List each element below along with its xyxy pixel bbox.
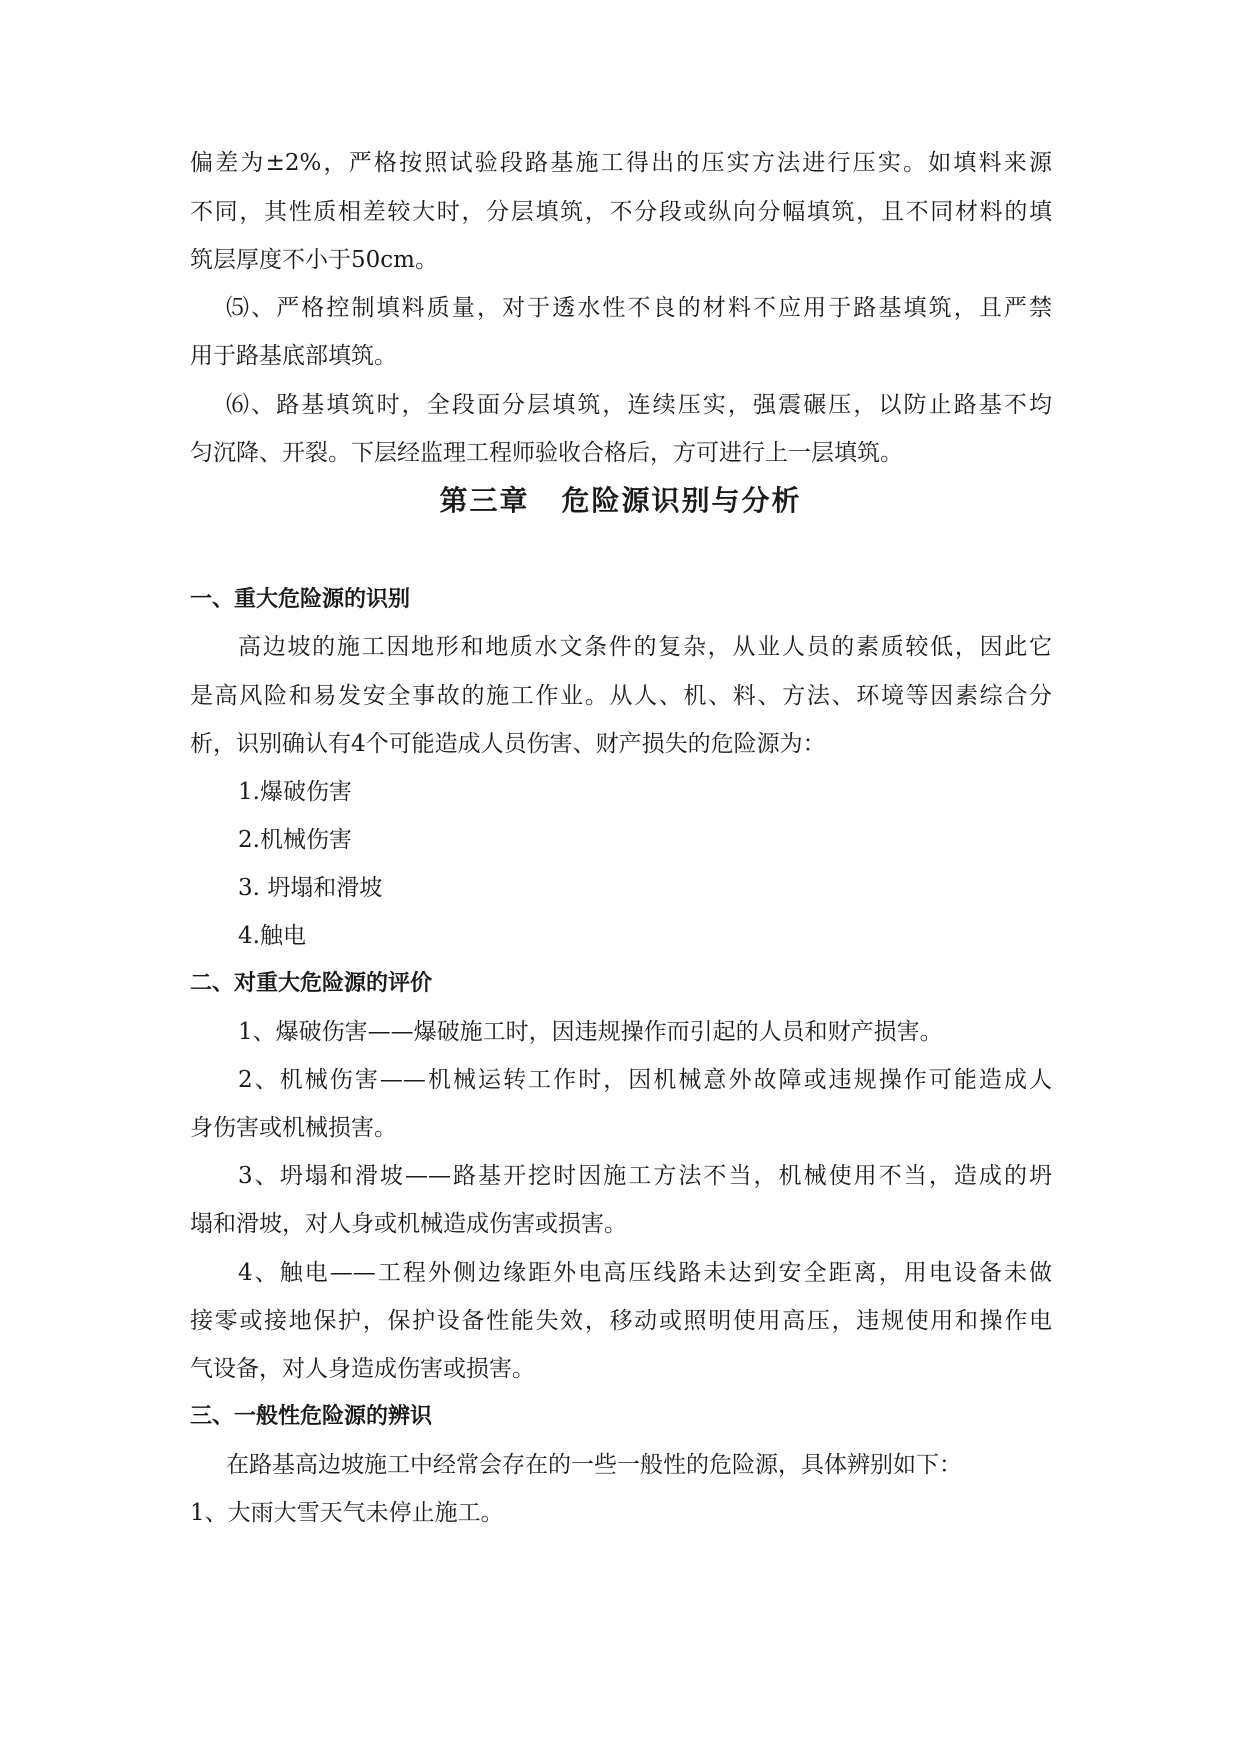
intro-line-3: 筑层厚度不小于50cm。: [190, 247, 438, 273]
section3-item-1: 1、大雨大雪天气未停止施工。: [190, 1500, 504, 1526]
hazard-item-1: 1.爆破伤害: [238, 779, 352, 805]
section3-intro: 在路基高边坡施工中经常会存在的一些一般性的危险源，具体辨别如下：: [226, 1452, 962, 1478]
hazard-item-4: 4.触电: [238, 923, 306, 949]
eval-p4-line-1: 4、触电——工程外侧边缘距外电高压线路未达到安全距离，用电设备未做: [238, 1260, 1052, 1286]
eval-p4-line-3: 气设备，对人身造成伤害或损害。: [190, 1356, 535, 1382]
eval-p3-line-2: 塌和滑坡，对人身或机械造成伤害或损害。: [190, 1211, 627, 1237]
hazard-item-2: 2.机械伤害: [238, 827, 352, 853]
eval-p4-line-2: 接零或接地保护，保护设备性能失效，移动或照明使用高压，违规使用和操作电: [190, 1308, 1052, 1334]
section1-para-line-3: 析，识别确认有4个可能造成人员伤害、财产损失的危险源为：: [190, 731, 826, 757]
item6-line-2: 匀沉降、开裂。下层经监理工程师验收合格后，方可进行上一层填筑。: [190, 440, 903, 466]
eval-p3-line-1: 3、坍塌和滑坡——路基开挖时因施工方法不当，机械使用不当，造成的坍: [238, 1163, 1052, 1189]
eval-p2-line-2: 身伤害或机械损害。: [190, 1115, 397, 1141]
chapter-title: [0, 482, 1241, 520]
section3-heading: 三、一般性危险源的辨识: [190, 1404, 433, 1429]
eval-p2-line-1: 2、机械伤害——机械运转工作时，因机械意外故障或违规操作可能造成人: [238, 1067, 1052, 1093]
hazard-item-3: 3. 坍塌和滑坡: [238, 875, 383, 901]
section1-para-line-1: 高边坡的施工因地形和地质水文条件的复杂，从业人员的素质较低，因此它: [238, 634, 1052, 660]
section2-heading: 二、对重大危险源的评价: [190, 971, 433, 996]
eval-p1-line-1: 1、爆破伤害——爆破施工时，因违规操作而引起的人员和财产损害。: [238, 1019, 943, 1045]
section1-para-line-2: 是高风险和易发安全事故的施工作业。从人、机、料、方法、环境等因素综合分: [190, 683, 1052, 709]
intro-line-1: 偏差为±2%，严格按照试验段路基施工得出的压实方法进行压实。如填料来源: [190, 150, 1052, 176]
chapter-number: 第三章: [439, 484, 530, 517]
section1-heading: 一、重大危险源的识别: [190, 587, 411, 612]
item5-line-1: ⑸、严格控制填料质量，对于透水性不良的材料不应用于路基填筑，且严禁: [226, 295, 1052, 321]
chapter-name: 危险源识别与分析: [561, 484, 802, 517]
item5-line-2: 用于路基底部填筑。: [190, 343, 397, 369]
intro-line-2: 不同，其性质相差较大时，分层填筑，不分段或纵向分幅填筑，且不同材料的填: [190, 199, 1052, 225]
item6-line-1: ⑹、路基填筑时，全段面分层填筑，连续压实，强震碾压，以防止路基不均: [226, 392, 1052, 418]
